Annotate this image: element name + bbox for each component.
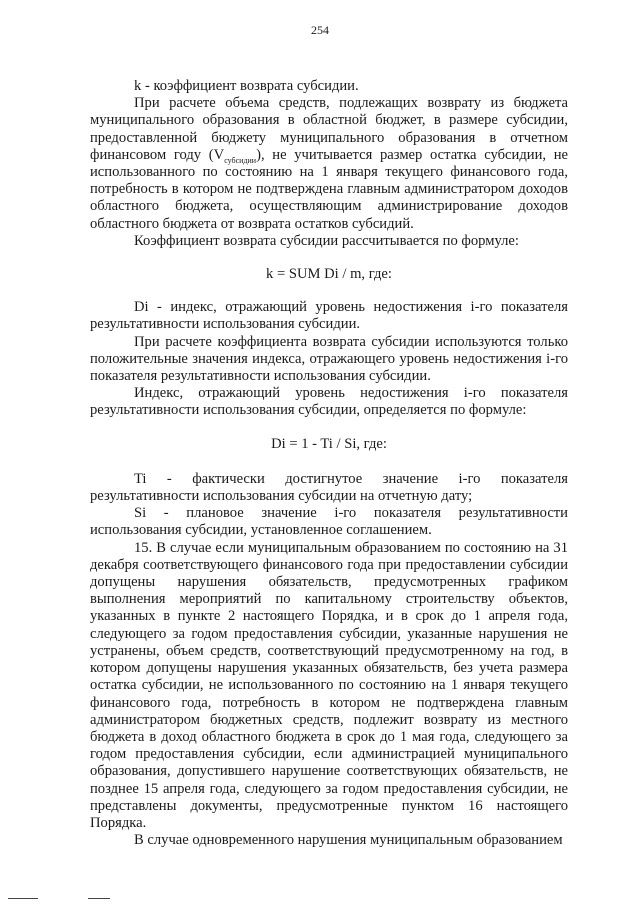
paragraph-return-volume-part1: При расчете объема средств, подлежащих возврату из бюджета муниципального образования в областной бюджет, в размере субсидии, предоставленной бюджету муниципального образования в отчетном финансовом году (V: [90, 95, 568, 163]
paragraph-return-volume: [90, 95, 568, 233]
paragraph-k-definition: k - коэффициент возврата субсидии.: [134, 78, 359, 94]
paragraph-di-definition: Di - индекс, отражающий уровень недостижения i-го показателя результативности использования субсидии.: [90, 299, 568, 333]
paragraph-index-intro: Индекс, отражающий уровень недостижения i-го показателя результативности использования субсидии, определяется по формуле:: [90, 385, 568, 419]
formula-di: Di = 1 - Ti / Si, где:: [271, 435, 387, 452]
scan-artifact: [88, 898, 110, 899]
paragraph-positive-values: При расчете коэффициента возврата субсидии используются только положительные значения индекса, отражающего уровень недостижения i-го показателя результативности использования субсидии.: [90, 333, 568, 385]
paragraph-return-volume-part2: ), не учитывается размер остатка субсидии, не использованного по состоянию на 1 января текущего финансового года, потребность в котором не подтверждена главным администратором доходов областного бюджета, осуществляющим администрирование доходов областного бюджета от возврата остатков субсидий.: [90, 146, 569, 232]
scan-artifact: [8, 898, 38, 899]
document-body: [90, 78, 568, 849]
page-number: 254: [311, 23, 329, 37]
paragraph-si-definition: Si - плановое значение i-го показателя результативности использования субсидии, установленное соглашением.: [90, 505, 568, 539]
paragraph-formula-intro: Коэффициент возврата субсидии рассчитывается по формуле:: [134, 232, 519, 249]
formula-k: k = SUM Di / m, где:: [266, 266, 392, 283]
paragraph-item-15: 15. В случае если муниципальным образованием по состоянию на 31 декабря соответствующего финансового года при предоставлении субсидии допущены нарушения обязательств, предусмотренных графиком выполнения мероприятий по капитальному строительству объектов, указанных в пункте 2 настоящего Порядка, и в срок до 1 апреля года, следующего за годом предоставления субсидии, указанные нарушения не устранены, объем средств, соответствующий предусмотренному на год, в котором допущены нарушения указанных обязательств, без учета размера остатка субсидии, не использованного по состоянию на 1 января текущего финансового года, потребность в котором не подтверждена главным администратором бюджетных средств, подлежит возврату из местного бюджета в доход областного бюджета в срок до 1 мая года, следующего за годом предоставления субсидии, если администрацией муниципального образования, допустившего нарушение соответствующих обязательств, не позднее 15 апреля года, следующего за годом предоставления субсидии, не представлены документы, предусмотренные пунктом 16 настоящего Порядка.: [90, 539, 568, 831]
paragraph-ti-definition: Ti - фактически достигнутое значение i-го показателя результативности использования субсидии на отчетную дату;: [90, 470, 568, 505]
subscript-subsidy: субсидии: [224, 155, 257, 165]
paragraph-simultaneous-violation: В случае одновременного нарушения муниципальным образованием: [134, 832, 563, 849]
